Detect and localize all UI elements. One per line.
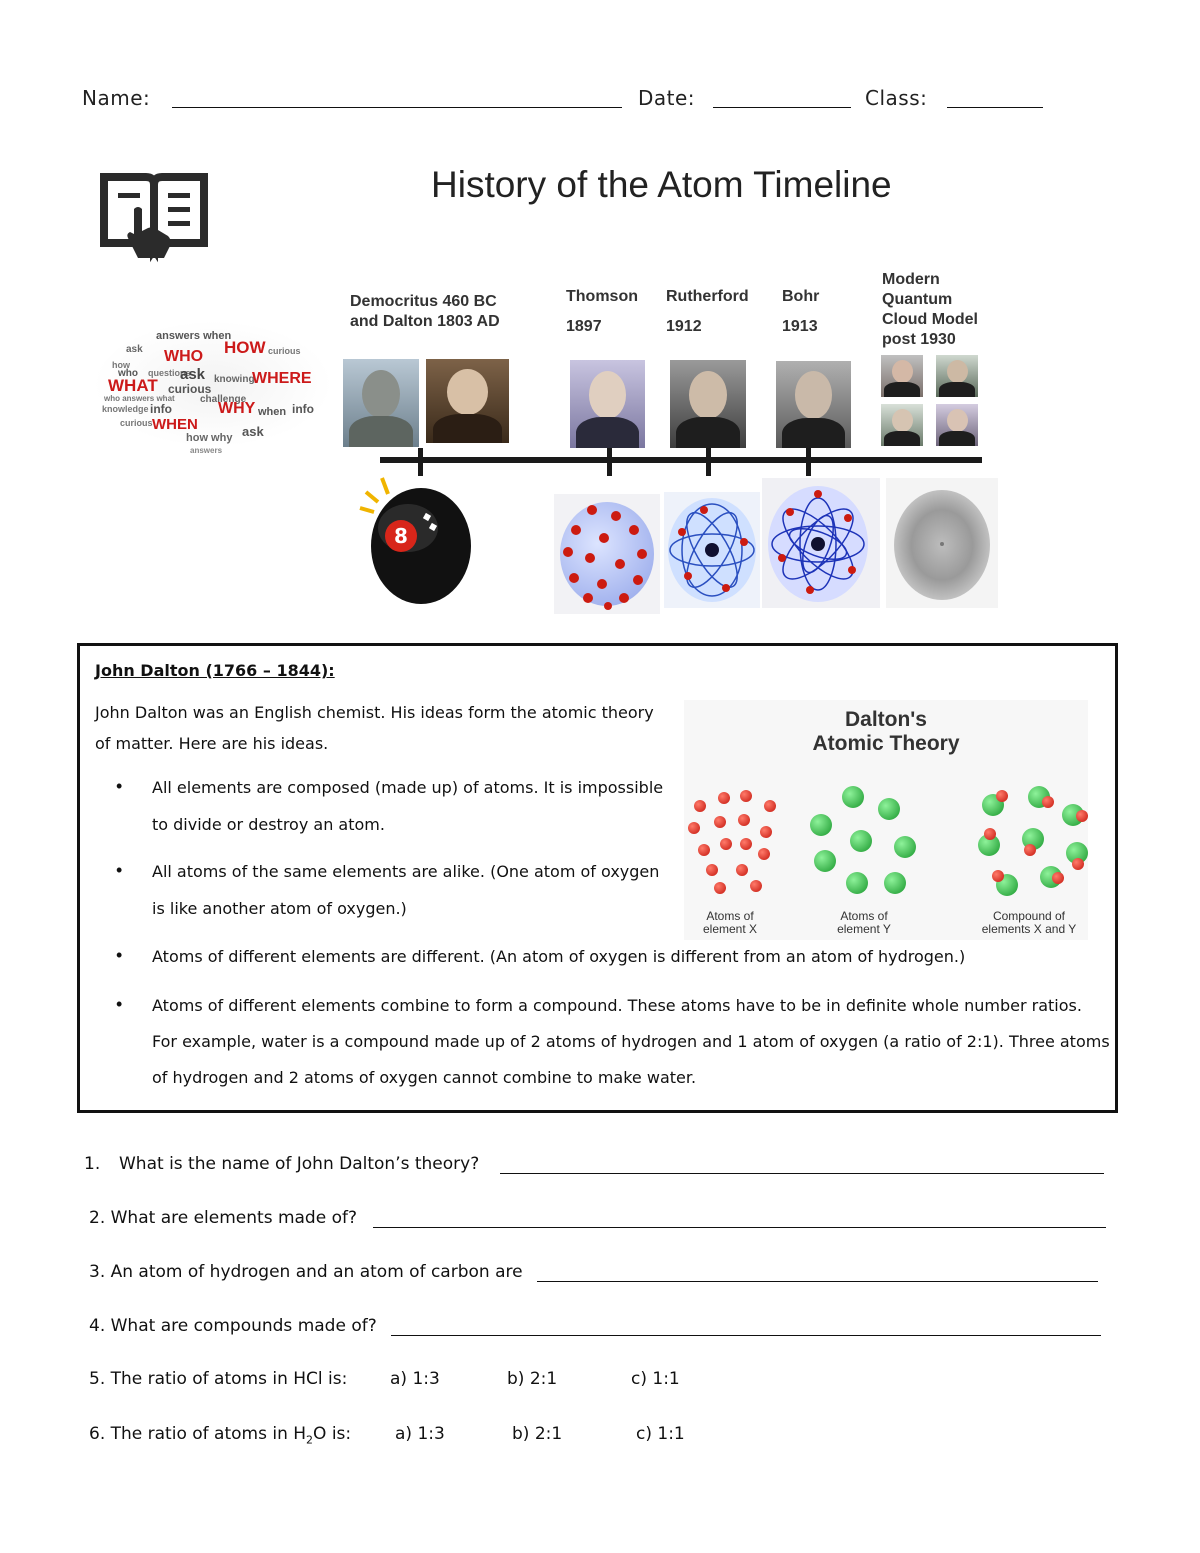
cloud-word: who answers what <box>104 394 175 403</box>
caption-line: element Y <box>837 922 891 936</box>
bullet-4-line3: of hydrogen and 2 atoms of oxygen cannot combine to make water. <box>152 1068 697 1087</box>
name-label: Name: <box>82 86 151 110</box>
question-5-text: 5. The ratio of atoms in HCl is: <box>89 1369 348 1389</box>
answer-4-field[interactable] <box>391 1335 1101 1336</box>
cloud-word: how why <box>186 432 233 444</box>
question-1-number: 1. <box>84 1154 101 1174</box>
cloud-word: HOW <box>224 338 266 357</box>
einstein-portrait <box>881 355 923 397</box>
bullet-3: Atoms of different elements are different. (An atom of oxygen is different from an atom of hydrogen.) <box>152 947 966 966</box>
question-5-option-a[interactable]: a) 1:3 <box>390 1369 440 1389</box>
caption-line: Atoms of <box>840 909 888 923</box>
reading-book-icon <box>98 165 210 265</box>
heisenberg-portrait <box>936 404 978 446</box>
dalton-portrait <box>426 359 509 443</box>
bullet-dot: • <box>116 945 123 965</box>
figure-title-line: Atomic Theory <box>812 732 960 755</box>
date-field[interactable] <box>713 107 851 108</box>
timeline-name: Thomson <box>566 288 638 305</box>
atom-x <box>694 800 706 812</box>
atom-x <box>720 838 732 850</box>
compound-xy-atom-x <box>992 870 1004 882</box>
cloud-word: ask <box>126 344 143 355</box>
question-1-text: What is the name of John Dalton’s theory? <box>119 1154 480 1174</box>
answer-1-field[interactable] <box>500 1173 1104 1174</box>
cloud-word: answers <box>190 446 223 455</box>
cloud-word: questions <box>148 368 191 378</box>
figure-title-line: Dalton's <box>844 708 927 731</box>
atom-y <box>814 850 836 872</box>
timeline-year: 1912 <box>666 318 702 335</box>
atom-y <box>842 786 864 808</box>
electron-cloud-model <box>886 478 998 608</box>
cloud-word: WHO <box>164 348 204 365</box>
atom-y <box>894 836 916 858</box>
caption-line: Atoms of <box>706 909 754 923</box>
timeline-label-line: and Dalton 1803 AD <box>350 313 500 330</box>
timeline-name: Bohr <box>782 288 820 305</box>
timeline-label-thomson <box>566 287 638 337</box>
schrodinger-portrait <box>936 355 978 397</box>
question-5-option-b[interactable]: b) 2:1 <box>507 1369 558 1389</box>
timeline-year: 1897 <box>566 318 602 335</box>
answer-2-field[interactable] <box>373 1227 1106 1228</box>
name-field[interactable] <box>172 107 622 108</box>
cloud-word: knowledge <box>102 404 149 414</box>
cloud-word: how <box>112 360 130 370</box>
democritus-portrait <box>343 359 419 447</box>
atom-y <box>850 830 872 852</box>
atom-y <box>878 798 900 820</box>
bullet-1-line2: to divide or destroy an atom. <box>152 815 385 834</box>
atom-x <box>714 882 726 894</box>
bullet-dot: • <box>116 776 123 796</box>
question-6-option-b[interactable]: b) 2:1 <box>512 1424 563 1444</box>
cloud-word: answers when <box>156 330 232 342</box>
question-2-text: 2. What are elements made of? <box>89 1208 357 1228</box>
compound-xy-atom-x <box>1042 796 1054 808</box>
timeline-label-rutherford <box>666 287 749 337</box>
caption-element-y <box>824 910 904 936</box>
bullet-4-line2: For example, water is a compound made up of 2 atoms of hydrogen and 1 atom of oxygen (a ratio of 2:1). Three atoms <box>152 1032 1110 1051</box>
question-3-text: 3. An atom of hydrogen and an atom of carbon are <box>89 1262 523 1282</box>
timeline-year: 1913 <box>782 318 818 335</box>
page-title: History of the Atom Timeline <box>431 164 892 205</box>
bullet-dot: • <box>116 994 123 1014</box>
atom-x <box>718 792 730 804</box>
timeline-label-line: Cloud Model <box>882 311 978 328</box>
timeline-label-bohr <box>782 287 819 337</box>
caption-compound-xy <box>970 910 1088 936</box>
cloud-word: challenge <box>200 394 247 405</box>
atom-y <box>846 872 868 894</box>
cloud-word: knowing <box>214 374 255 385</box>
cloud-word: WHERE <box>252 370 312 387</box>
question-6-option-c[interactable]: c) 1:1 <box>636 1424 685 1444</box>
dalton-heading: John Dalton (1766 – 1844): <box>95 661 335 680</box>
atom-x <box>688 822 700 834</box>
atom-x <box>706 864 718 876</box>
compound-xy-atom-x <box>1024 844 1036 856</box>
timeline-label-line: post 1930 <box>882 331 956 348</box>
cloud-word: when <box>258 406 287 418</box>
dalton-atomic-theory-figure <box>684 700 1088 940</box>
rutherford-model <box>664 492 760 608</box>
compound-xy-atom-x <box>984 828 996 840</box>
compound-xy-atom-x <box>1072 858 1084 870</box>
date-label: Date: <box>638 86 696 110</box>
cloud-word: curious <box>168 382 212 396</box>
cloud-word: info <box>150 402 172 416</box>
compound-xy-atom-x <box>1076 810 1088 822</box>
question-6-prefix: 6. The ratio of atoms in H <box>89 1424 307 1444</box>
timeline-label-modern <box>882 270 978 350</box>
atom-x <box>750 880 762 892</box>
question-6-option-a[interactable]: a) 1:3 <box>395 1424 445 1444</box>
question-6-suffix: O is: <box>313 1424 352 1444</box>
cloud-word: info <box>292 402 314 416</box>
timeline-name: Rutherford <box>666 288 749 305</box>
bullet-2-line1: All atoms of the same elements are alike. (One atom of oxygen <box>152 862 660 881</box>
question-word-cloud <box>96 322 336 472</box>
rutherford-portrait <box>670 360 746 448</box>
caption-element-x <box>690 910 770 936</box>
thomson-portrait <box>570 360 645 448</box>
atom-x <box>760 826 772 838</box>
atom-x <box>738 814 750 826</box>
compound-xy-atom-x <box>1052 872 1064 884</box>
question-4-text: 4. What are compounds made of? <box>89 1316 377 1336</box>
atom-x <box>714 816 726 828</box>
atom-x <box>736 864 748 876</box>
bullet-4-line1: Atoms of different elements combine to form a compound. These atoms have to be in definite whole number ratios. <box>152 996 1082 1015</box>
dalton-intro-line1: John Dalton was an English chemist. His ideas form the atomic theory <box>95 703 654 722</box>
bohr-model <box>762 478 880 608</box>
bullet-1-line1: All elements are composed (made up) of atoms. It is impossible <box>152 778 664 797</box>
atom-y <box>884 872 906 894</box>
timeline-label-line: Quantum <box>882 291 953 308</box>
atom-x <box>740 790 752 802</box>
dalton-intro-line2: of matter. Here are his ideas. <box>95 734 329 753</box>
atom-y <box>810 814 832 836</box>
cloud-word: WHY <box>218 400 256 417</box>
atom-x <box>698 844 710 856</box>
answer-3-field[interactable] <box>537 1281 1098 1282</box>
caption-line: Compound of <box>992 909 1066 923</box>
question-6-text <box>89 1424 351 1446</box>
question-5-option-c[interactable]: c) 1:1 <box>631 1369 680 1389</box>
billiard-ball-model <box>358 472 478 608</box>
atom-x <box>758 848 770 860</box>
atom-x <box>740 838 752 850</box>
cloud-word: WHEN <box>152 416 198 433</box>
timeline-label-democritus-dalton <box>350 292 500 332</box>
class-label: Class: <box>865 86 928 110</box>
atom-x <box>764 800 776 812</box>
planck-portrait <box>881 404 923 446</box>
ball-number: 8 <box>394 524 408 548</box>
caption-line: elements X and Y <box>981 922 1077 936</box>
cloud-word: WHAT <box>108 376 158 395</box>
timeline-label-line: Modern <box>882 271 940 288</box>
cloud-word: curious <box>120 418 153 428</box>
caption-line: element X <box>702 922 758 936</box>
class-field[interactable] <box>947 107 1043 108</box>
compound-xy-atom-x <box>996 790 1008 802</box>
plum-pudding-electrons <box>554 494 660 614</box>
bohr-portrait <box>776 361 851 448</box>
bullet-dot: • <box>116 860 123 880</box>
figure-title <box>684 708 1088 756</box>
question-6-subscript: 2 <box>306 1433 314 1447</box>
timeline-label-line: Democritus 460 BC <box>350 293 497 310</box>
cloud-word: curious <box>268 346 301 356</box>
cloud-word: who <box>118 368 138 379</box>
cloud-word: ask <box>180 366 206 383</box>
bullet-2-line2: is like another atom of oxygen.) <box>152 899 407 918</box>
cloud-word: ask <box>242 424 264 439</box>
